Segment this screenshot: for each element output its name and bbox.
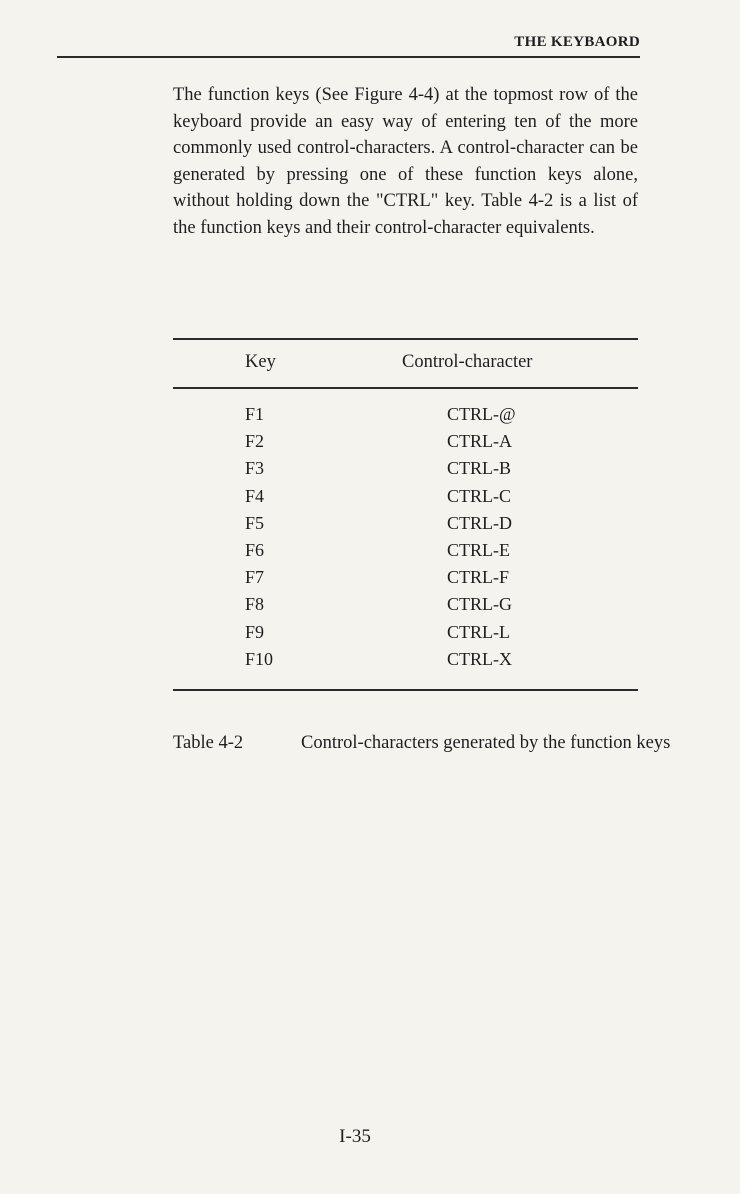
body-paragraph: The function keys (See Figure 4-4) at the topmost row of the keyboard provide an easy way of entering ten of the more commonly used control-characters. A control-character can be generated by pressing one of these function keys alone, without holding down the "CTRL" key. Table 4-2 is a list of the function keys and their control-character equivalents. [173, 85, 638, 238]
table-caption [173, 730, 670, 757]
control-cell: CTRL-F [447, 567, 510, 588]
key-cell: F7 [245, 567, 265, 588]
caption-label: Table 4-2 [173, 733, 244, 753]
table-row [0, 649, 740, 676]
column-header-control-character: Control-character [402, 352, 533, 372]
table-row [0, 486, 740, 513]
table-row [0, 513, 740, 540]
table-row [0, 567, 740, 594]
table-row [0, 540, 740, 567]
table-row [0, 431, 740, 458]
key-cell: F8 [245, 594, 265, 615]
key-cell: F6 [245, 539, 265, 560]
header-rule [57, 56, 640, 58]
key-cell: F2 [245, 431, 265, 452]
control-cell: CTRL-E [447, 539, 510, 560]
table-row [0, 404, 740, 431]
column-header-key: Key [245, 352, 276, 372]
control-cell: CTRL-@ [447, 404, 516, 424]
table-row [0, 594, 740, 621]
key-cell: F1 [245, 404, 265, 424]
table-row [0, 458, 740, 485]
key-cell: F5 [245, 512, 265, 533]
table-top-rule [173, 338, 638, 340]
key-cell: F10 [245, 648, 274, 669]
key-cell: F4 [245, 485, 265, 506]
key-cell: F3 [245, 458, 265, 479]
key-cell: F9 [245, 621, 265, 642]
control-cell: CTRL-C [447, 485, 512, 506]
page-number: I-35 [339, 1126, 371, 1147]
table-row [0, 622, 740, 649]
control-cell: CTRL-G [447, 594, 512, 615]
table-header-rule [173, 387, 638, 389]
header-title: THE KEYBAORD [514, 34, 640, 50]
table-body [0, 404, 740, 676]
control-cell: CTRL-D [447, 512, 512, 533]
control-cell: CTRL-L [447, 621, 510, 642]
control-cell: CTRL-X [447, 648, 512, 669]
control-cell: CTRL-B [447, 458, 512, 479]
caption-text: Control-characters generated by the function keys [301, 733, 671, 753]
table-bottom-rule [173, 689, 638, 691]
control-cell: CTRL-A [447, 431, 512, 452]
